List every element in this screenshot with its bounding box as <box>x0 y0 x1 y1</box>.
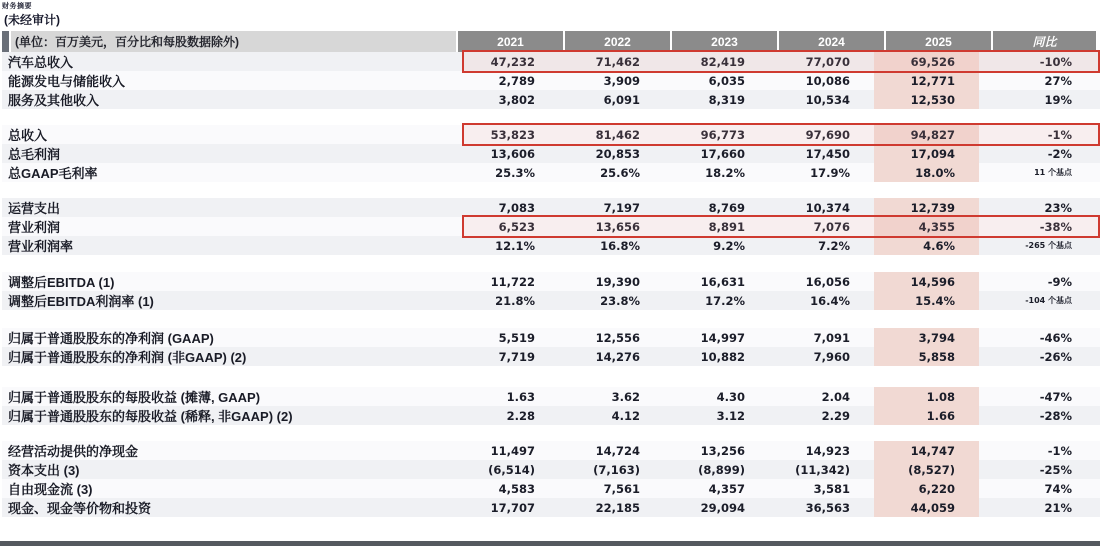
cell-2023: 10,882 <box>700 349 745 364</box>
table-body <box>2 52 1100 539</box>
table-row <box>2 71 1100 90</box>
cell-同比: 74% <box>1044 481 1072 496</box>
header-left-marker <box>2 31 9 52</box>
cell-2022: 4.12 <box>611 408 640 423</box>
cell-同比: 19% <box>1044 92 1072 107</box>
cell-2025: 17,094 <box>874 144 979 163</box>
cell-2023: 6,035 <box>708 73 745 88</box>
row-label: 调整后EBITDA (1) <box>8 275 115 290</box>
table-row <box>2 387 1100 406</box>
unit-header-cell: (单位：百万美元，百分比和每股数据除外) <box>11 31 456 52</box>
cell-2025: 94,827 <box>874 125 979 144</box>
column-header-2025: 2025 <box>886 31 991 52</box>
cell-2023: 4,357 <box>708 481 745 496</box>
table-section <box>2 441 1100 517</box>
row-label: 总GAAP毛利率 <box>8 166 98 181</box>
cell-2023: 29,094 <box>700 500 745 515</box>
cell-2024: 17.9% <box>810 165 850 180</box>
cell-2021: 2.28 <box>506 408 535 423</box>
cell-2022: 14,724 <box>595 443 640 458</box>
cell-2025: 15.4% <box>874 291 979 310</box>
cell-同比: -265 个基点 <box>1025 241 1072 250</box>
row-label: 现金、现金等价物和投资 <box>8 501 152 516</box>
column-header-2022: 2022 <box>565 31 670 52</box>
table-row <box>2 198 1100 217</box>
table-row <box>2 441 1100 460</box>
cell-2025: 4,355 <box>874 217 979 236</box>
cell-2024: (11,342) <box>795 462 850 477</box>
cell-同比: -47% <box>1039 389 1072 404</box>
row-label: 归属于普通股股东的净利润 (GAAP) <box>8 331 214 346</box>
table-section <box>2 125 1100 182</box>
row-label: 汽车总收入 <box>8 55 74 70</box>
cell-2024: 3,581 <box>813 481 850 496</box>
table-row <box>2 460 1100 479</box>
cell-同比: 21% <box>1044 500 1072 515</box>
bottom-border-bar <box>0 541 1100 546</box>
cell-2021: 12.1% <box>495 238 535 253</box>
cell-2024: 7,076 <box>813 219 850 234</box>
cell-2022: 23.8% <box>600 293 640 308</box>
table-row <box>2 125 1100 144</box>
cell-2022: 7,197 <box>603 200 640 215</box>
cell-同比: 27% <box>1044 73 1072 88</box>
table-row <box>2 498 1100 517</box>
table-row <box>2 347 1100 366</box>
table-section <box>2 328 1100 366</box>
cell-2021: 4,583 <box>498 481 535 496</box>
cell-2021: 5,519 <box>498 330 535 345</box>
row-label: 自由现金流 (3) <box>8 482 93 497</box>
cell-2023: 18.2% <box>705 165 745 180</box>
row-label: 调整后EBITDA利润率 (1) <box>8 294 154 309</box>
cell-2025: 14,596 <box>874 272 979 291</box>
row-label: 经营活动提供的净现金 <box>8 444 139 459</box>
cell-2022: 12,556 <box>595 330 640 345</box>
row-label: 归属于普通股股东的净利润 (非GAAP) (2) <box>8 350 247 365</box>
column-header-2021: 2021 <box>458 31 563 52</box>
table-row <box>2 52 1100 71</box>
cell-2024: 14,923 <box>805 443 850 458</box>
cell-2025: 69,526 <box>874 52 979 71</box>
cell-2024: 16,056 <box>805 274 850 289</box>
cell-2023: 14,997 <box>700 330 745 345</box>
cell-2022: 71,462 <box>595 54 640 69</box>
cell-同比: -1% <box>1047 443 1072 458</box>
cell-2023: 82,419 <box>700 54 745 69</box>
unaudited-note: (未经审计) <box>4 13 60 27</box>
cell-2024: 36,563 <box>805 500 850 515</box>
cell-2025: 3,794 <box>874 328 979 347</box>
cell-2024: 2.29 <box>821 408 850 423</box>
cell-2021: 2,789 <box>498 73 535 88</box>
table-row <box>2 272 1100 291</box>
cell-2024: 97,690 <box>805 127 850 142</box>
cell-2025: 5,858 <box>874 347 979 366</box>
cell-同比: -28% <box>1039 408 1072 423</box>
cell-2022: 13,656 <box>595 219 640 234</box>
cell-2023: 8,769 <box>708 200 745 215</box>
table-header-row <box>2 31 1100 52</box>
cell-2022: 14,276 <box>595 349 640 364</box>
cell-2022: 22,185 <box>595 500 640 515</box>
column-header-同比: 同比 <box>993 31 1096 52</box>
cell-2025: 4.6% <box>874 236 979 255</box>
cell-2021: 47,232 <box>490 54 535 69</box>
cell-2024: 7.2% <box>818 238 850 253</box>
table-row <box>2 217 1100 236</box>
cell-2023: 16,631 <box>700 274 745 289</box>
row-label: 归属于普通股股东的每股收益 (稀释, 非GAAP) (2) <box>8 409 293 424</box>
cell-2025: 14,747 <box>874 441 979 460</box>
cell-2025: 1.08 <box>874 387 979 406</box>
cell-2023: 13,256 <box>700 443 745 458</box>
cell-2024: 17,450 <box>805 146 850 161</box>
page-title: 财务摘要 <box>2 3 32 10</box>
cell-同比: -9% <box>1047 274 1072 289</box>
cell-2025: (8,527) <box>874 460 979 479</box>
row-label: 总毛利润 <box>8 147 61 162</box>
cell-2021: 7,719 <box>498 349 535 364</box>
cell-2021: 11,722 <box>490 274 535 289</box>
cell-同比: -38% <box>1039 219 1072 234</box>
cell-2023: 3.12 <box>716 408 745 423</box>
cell-2021: 1.63 <box>506 389 535 404</box>
cell-2022: 25.6% <box>600 165 640 180</box>
table-section <box>2 272 1100 310</box>
table-row <box>2 291 1100 310</box>
cell-2022: 20,853 <box>595 146 640 161</box>
cell-2022: 3,909 <box>603 73 640 88</box>
cell-2022: 81,462 <box>595 127 640 142</box>
cell-2025: 18.0% <box>874 163 979 182</box>
column-header-2023: 2023 <box>672 31 777 52</box>
table-row <box>2 406 1100 425</box>
cell-同比: -2% <box>1047 146 1072 161</box>
cell-2024: 10,374 <box>805 200 850 215</box>
cell-2022: 6,091 <box>603 92 640 107</box>
cell-2022: 16.8% <box>600 238 640 253</box>
cell-2025: 6,220 <box>874 479 979 498</box>
cell-2021: 25.3% <box>495 165 535 180</box>
row-label: 归属于普通股股东的每股收益 (摊薄, GAAP) <box>8 390 261 405</box>
cell-同比: 11 个基点 <box>1034 168 1072 177</box>
cell-2021: 17,707 <box>490 500 535 515</box>
cell-2023: 4.30 <box>716 389 745 404</box>
cell-2024: 77,070 <box>805 54 850 69</box>
table-section <box>2 387 1100 425</box>
cell-2025: 12,530 <box>874 90 979 109</box>
row-label: 运营支出 <box>8 201 61 216</box>
cell-2022: 19,390 <box>595 274 640 289</box>
cell-2023: 96,773 <box>700 127 745 142</box>
cell-2021: 21.8% <box>495 293 535 308</box>
cell-2023: 17.2% <box>705 293 745 308</box>
cell-2022: 7,561 <box>603 481 640 496</box>
table-row <box>2 236 1100 255</box>
table-section <box>2 52 1100 109</box>
cell-2021: 7,083 <box>498 200 535 215</box>
cell-2021: 53,823 <box>490 127 535 142</box>
cell-2023: 9.2% <box>713 238 745 253</box>
cell-2024: 16.4% <box>810 293 850 308</box>
cell-2025: 44,059 <box>874 498 979 517</box>
cell-同比: -25% <box>1039 462 1072 477</box>
cell-2024: 2.04 <box>821 389 850 404</box>
row-label: 营业利润 <box>8 220 61 235</box>
cell-2025: 12,739 <box>874 198 979 217</box>
table-row <box>2 144 1100 163</box>
table-row <box>2 479 1100 498</box>
table-row <box>2 328 1100 347</box>
cell-2021: 11,497 <box>490 443 535 458</box>
row-label: 能源发电与储能收入 <box>8 74 126 89</box>
cell-同比: -46% <box>1039 330 1072 345</box>
cell-同比: -104 个基点 <box>1025 296 1072 305</box>
cell-2022: (7,163) <box>593 462 640 477</box>
row-label: 营业利润率 <box>8 239 74 254</box>
cell-2021: 6,523 <box>498 219 535 234</box>
cell-同比: -10% <box>1039 54 1072 69</box>
cell-2021: 3,802 <box>498 92 535 107</box>
table-row <box>2 163 1100 182</box>
cell-2023: 8,319 <box>708 92 745 107</box>
cell-2023: 8,891 <box>708 219 745 234</box>
table-section <box>2 198 1100 255</box>
cell-2024: 7,960 <box>813 349 850 364</box>
cell-2021: 13,606 <box>490 146 535 161</box>
cell-2023: (8,899) <box>698 462 745 477</box>
cell-同比: -1% <box>1047 127 1072 142</box>
row-label: 总收入 <box>8 128 48 143</box>
cell-2024: 7,091 <box>813 330 850 345</box>
row-label: 服务及其他收入 <box>8 93 100 108</box>
row-label: 资本支出 (3) <box>8 463 80 478</box>
cell-同比: 23% <box>1044 200 1072 215</box>
table-row <box>2 90 1100 109</box>
cell-2025: 1.66 <box>874 406 979 425</box>
cell-2024: 10,534 <box>805 92 850 107</box>
cell-2024: 10,086 <box>805 73 850 88</box>
cell-2022: 3.62 <box>611 389 640 404</box>
cell-2021: (6,514) <box>488 462 535 477</box>
cell-同比: -26% <box>1039 349 1072 364</box>
cell-2025: 12,771 <box>874 71 979 90</box>
cell-2023: 17,660 <box>700 146 745 161</box>
column-header-2024: 2024 <box>779 31 884 52</box>
